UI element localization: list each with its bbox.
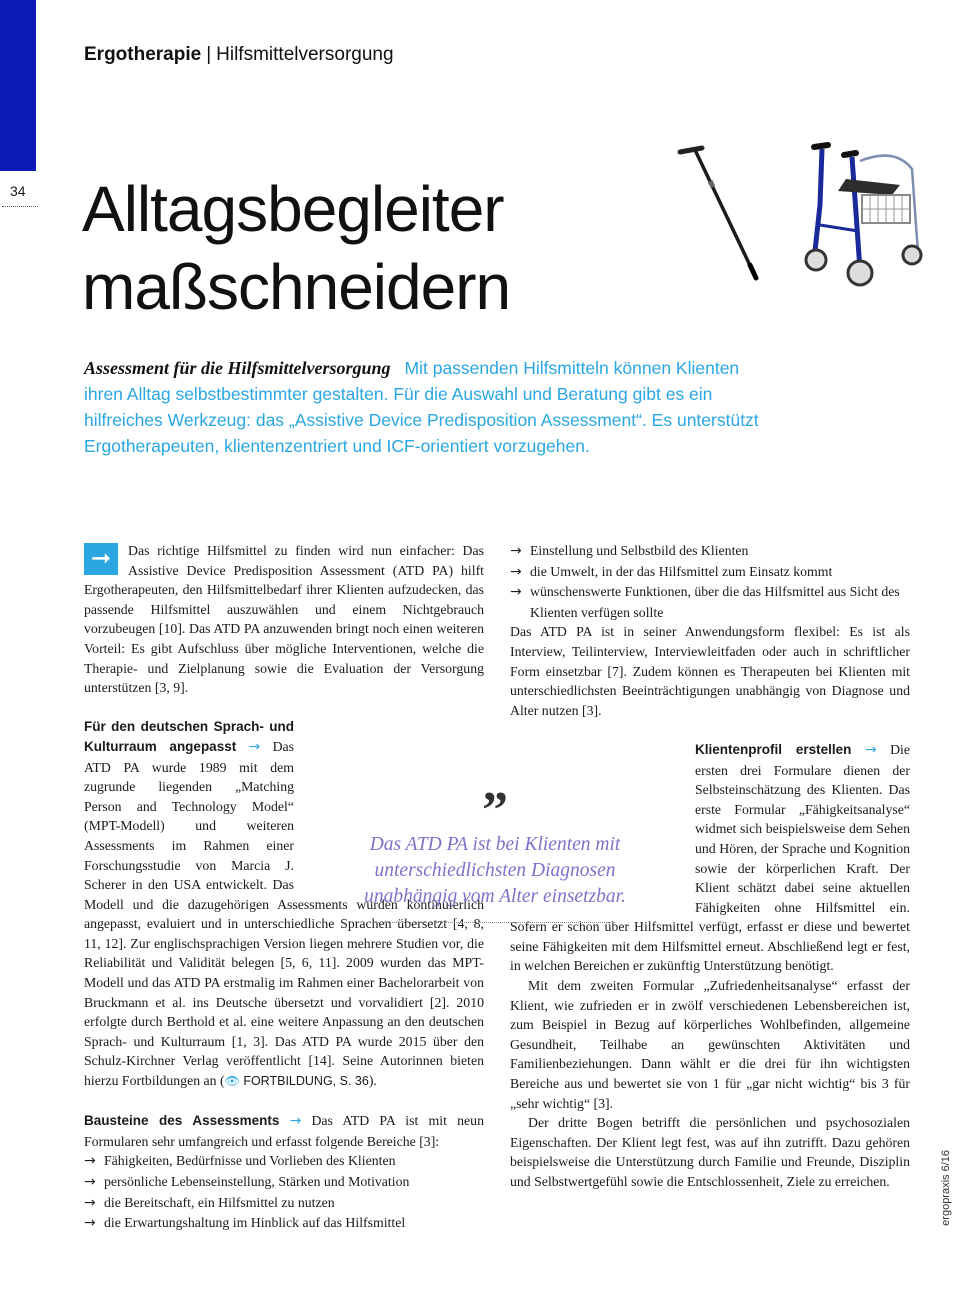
german-adaptation-end: ). bbox=[368, 1073, 377, 1089]
list-item bbox=[510, 541, 910, 562]
lead-paragraph bbox=[84, 355, 774, 459]
header-topic: Hilfsmittelversorgung bbox=[216, 44, 394, 65]
list-item-text: wünschenswerte Funktionen, über die das Hilfsmittel aus Sicht des Klienten verfügen sollte bbox=[530, 584, 900, 620]
list-item-text: Einstellung und Selbstbild des Klienten bbox=[530, 543, 749, 558]
bullet-arrow-icon: → bbox=[510, 543, 522, 559]
quote-mark-icon: ” bbox=[482, 782, 508, 839]
eye-icon: 👁 bbox=[224, 1074, 240, 1089]
pull-quote-rule bbox=[375, 922, 615, 923]
page-number: 34 bbox=[10, 183, 26, 199]
lead-kicker: Assessment für die Hilfsmittelversorgung bbox=[84, 358, 391, 378]
header-separator: | bbox=[206, 44, 212, 65]
client-profile-text: Die ersten drei Formulare dienen der Selbsteinschätzung des Klienten. Das erste Formular „Fähigkeitsanalyse“ widmet sich beispielsweise dem Sehen und Hören, der Sprache und Kognition sowie der körperlichen Kraft. Der Klient schätzt dabei seine aktuellen Fähigkeiten ohne Hilfsmittel ein. Sofern er schon über Hilfsmittel verfügt, erfasst er diese und bewertet seine Fähigkeiten mit dem Hilfsmittel erneut. Abschließend legt er fest, in welchen Bereichen er zukünftig Unterstützung benötigt. bbox=[510, 741, 910, 974]
cross-reference-link[interactable]: FORTBILDUNG, S. 36 bbox=[243, 1074, 369, 1089]
subheading-german-adaptation: Für den deutschen Sprach- und Kulturraum angepasst bbox=[84, 719, 294, 754]
subheading-arrow: → bbox=[248, 738, 261, 755]
assessment-areas-list bbox=[84, 1151, 484, 1233]
issue-label: ergopraxis 6/16 bbox=[940, 1150, 952, 1226]
section-color-tab bbox=[0, 0, 36, 171]
bullet-arrow-icon: → bbox=[84, 1194, 96, 1211]
bullet-arrow-icon: → bbox=[510, 563, 522, 580]
subheading-arrow: → bbox=[289, 1113, 302, 1130]
rollator-image bbox=[800, 135, 935, 290]
pull-quote-text: Das ATD PA ist bei Klienten mit unterschiedlichsten Diagnosen unabhängig vom Alter einsetzbar. bbox=[364, 834, 626, 907]
lead-teaser: Mit passenden Hilfsmitteln können Klienten ihren Alltag selbstbestimmter gestalten. Für die Auswahl und Beratung gibt es ein hilfreiches Werkzeug: das „Assistive Device Predisposition Assessment“. Es unterstützt Ergotherapeuten, klientenzentriert und ICF-orientiert vorzugehen. bbox=[84, 358, 759, 456]
list-item bbox=[84, 1193, 484, 1214]
list-item-text: persönliche Lebenseinstellung, Stärken und Motivation bbox=[104, 1174, 410, 1189]
bullet-arrow-icon: → bbox=[84, 1153, 96, 1170]
title-line-1: Alltagsbegleiter bbox=[82, 173, 504, 245]
flexibility-paragraph: Das ATD PA ist in seiner Anwendungsform flexibel: Es ist als Interview, Teilinterview, Interviewleitfaden oder auch in schriftlicher Form einsetzbar [7]. Zudem können es Therapeuten bei Klienten mit unterschiedlichsten Beeinträchtigungen unabhängig von Diagnose und Alter nutzen [3]. bbox=[510, 624, 910, 718]
list-item-text: Fähigkeiten, Bedürfnisse und Vorlieben des Klienten bbox=[104, 1153, 396, 1169]
page-number-rule bbox=[2, 206, 38, 207]
list-item-text: die Umwelt, in der das Hilfsmittel zum Einsatz kommt bbox=[530, 563, 833, 579]
german-adaptation-text: Das ATD PA wurde 1989 mit dem zugrunde liegenden „Matching Person and Technology Model“ (MPT-Modell) und weiteren Assessments im Rahmen einer Forschungsstudie von Marcia J. Scherer in den USA entwickelt. Das Modell und die dazugehörigen Assessments wurden kontinuierlich angepasst, evaluiert und in unterschiedliche Sprachen übersetzt [4, 8, 11, 12]. Zur englischsprachigen Version liegen mehrere Studien vor, die Reliabilität und Validität belegen [5, 6, 11]. 2009 wurden das MPT-Modell und das ATD PA erstmalig im Rahmen einer Bachelorarbeit von Bruckmann et al. ins Deutsche übersetzt und vorvalidiert [2]. 2010 erfolgte durch Berthold et al. eine weitere Anpassung an den deutschen Sprach- und Kulturraum [1, 3]. Das ATD PA wurde 2015 über den Schulz-Kirchner Verlag veröffentlicht [14]. Seine Autorinnen bieten hierzu Fortbildungen an ( bbox=[84, 738, 484, 1089]
pull-quote bbox=[330, 782, 660, 923]
subheading-client-profile: Klientenprofil erstellen bbox=[695, 741, 852, 757]
bullet-arrow-icon: → bbox=[84, 1174, 96, 1190]
list-item bbox=[84, 1213, 484, 1234]
section-building-blocks bbox=[84, 1111, 484, 1151]
subheading-building-blocks: Bausteine des Assessments bbox=[84, 1113, 280, 1129]
list-item bbox=[84, 1151, 484, 1172]
list-item-text: die Erwartungshaltung im Hinblick auf das Hilfsmittel bbox=[104, 1215, 406, 1231]
list-item bbox=[510, 582, 910, 622]
page-title bbox=[82, 170, 510, 326]
bullet-arrow-icon: → bbox=[84, 1215, 96, 1232]
assessment-areas-list-continued bbox=[510, 541, 910, 622]
psychosocial-paragraph: Der dritte Bogen betrifft die persönlichen und psychosozialen Eigenschaften. Der Klient legt fest, was auf ihn zutrifft. Dazu gehören beispielsweise die Unterstützung durch Familie und Freunde, Disziplin und Selbstwertgefühl sowie die Entschlossenheit, Ziele zu erreichen. bbox=[510, 1115, 910, 1189]
arrow-right-icon: ➞ bbox=[84, 543, 118, 575]
list-item bbox=[510, 562, 910, 583]
header-section: Ergotherapie bbox=[84, 44, 202, 65]
building-blocks-text: Das ATD PA ist mit neun Formularen sehr umfangreich und erfasst folgende Bereiche [3]: bbox=[84, 1113, 484, 1149]
subheading-arrow: → bbox=[864, 741, 877, 758]
bullet-arrow-icon: → bbox=[510, 584, 522, 601]
list-item bbox=[84, 1172, 484, 1193]
satisfaction-paragraph: Mit dem zweiten Formular „Zufriedenheitsanalyse“ erfasst der Klient, wie zufrieden er in zwölf verschiedenen Lebensbereichen ist, zum Beispiel in Bezug auf körperliches Wohlbefinden, allgemeine Gesundheit, Teilhabe an gewünschten Aktivitäten und Familienbeziehungen. Dann wählt er die drei für ihn wichtigsten Bereiche aus und bewertet sie von 1 für „gar nicht wichtig“ bis 3 für „sehr wichtig“ [3]. bbox=[510, 978, 910, 1111]
walking-cane-image bbox=[670, 140, 770, 285]
title-line-2: maßschneidern bbox=[82, 251, 511, 323]
intro-text: Das richtige Hilfsmittel zu finden wird nun einfacher: Das Assistive Device Predisposition Assessment (ATD PA) hilft Ergotherapeuten, den Hilfsmittelbedarf ihrer Klienten aufzudecken, das passende Hilfsmittel auszuwählen und einem Nichtgebrauch vorzubeugen [10]. Das ATD PA anzuwenden bringt noch einen weiteren Vorteil: Es gibt Aufschluss über mögliche Interventionen, welche die Therapie- und Zielplanung sowie die Evaluation der Versorgung unterstützen [3, 9]. bbox=[84, 543, 484, 696]
intro-paragraph bbox=[84, 541, 484, 698]
list-item-text: die Bereitschaft, ein Hilfsmittel zu nutzen bbox=[104, 1194, 335, 1210]
running-header bbox=[84, 44, 394, 66]
